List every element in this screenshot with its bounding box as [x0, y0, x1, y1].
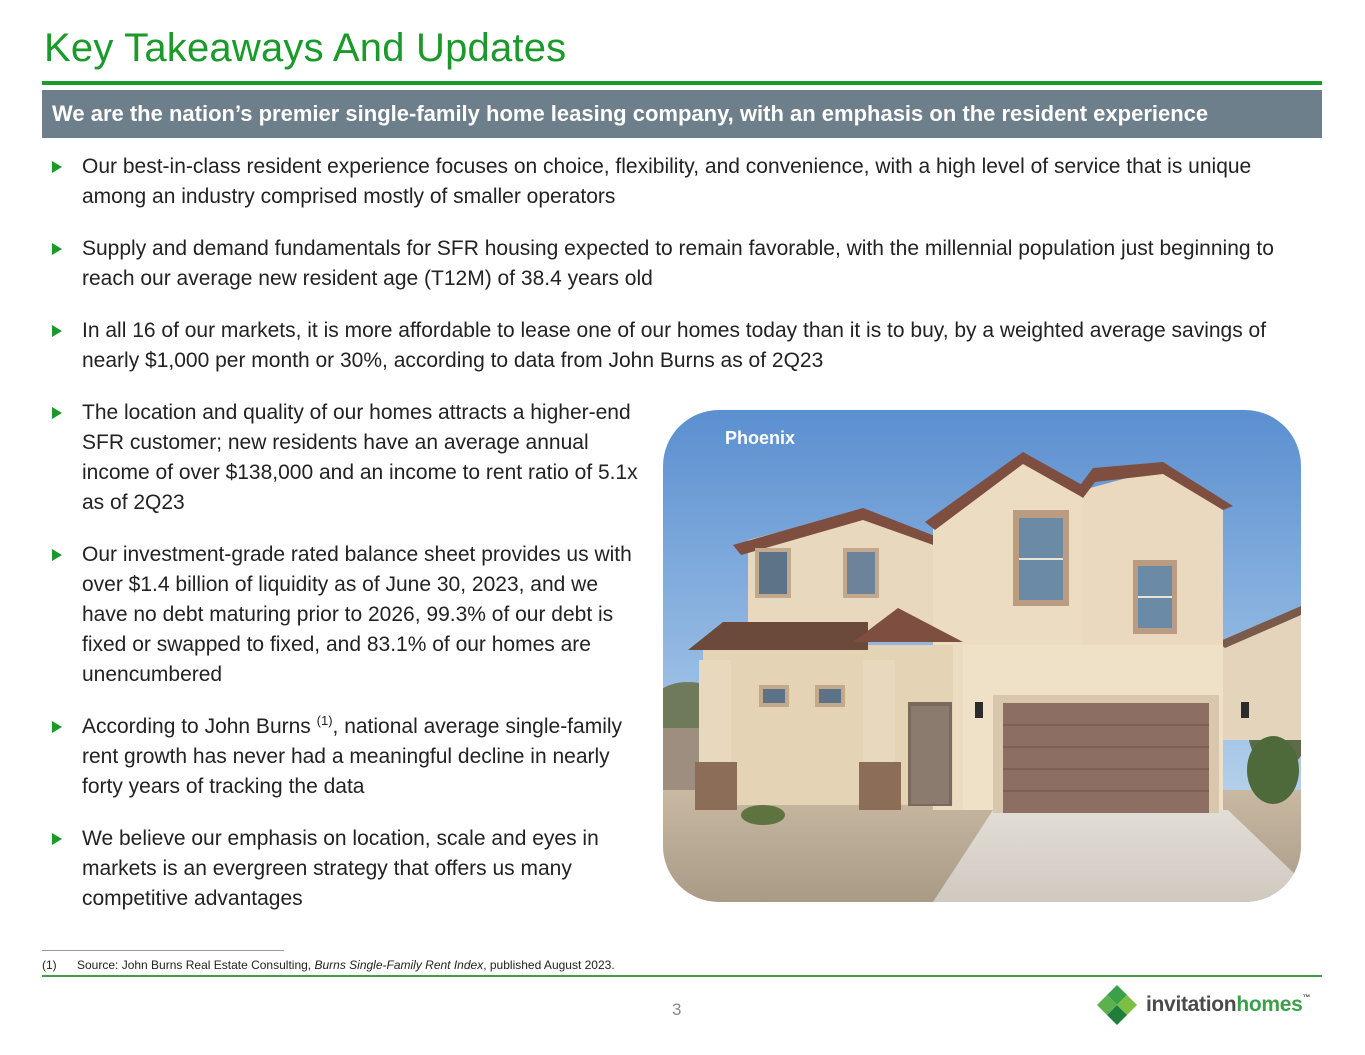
shrub	[1247, 736, 1299, 804]
footnote-number: (1)	[42, 958, 57, 972]
logo-trademark: ™	[1302, 993, 1311, 1002]
window	[759, 552, 787, 594]
headline-banner	[42, 90, 1322, 138]
bullet-text: We believe our emphasis on location, scale and eyes in markets is an evergreen strategy that offers us many competitive advantages	[82, 827, 599, 910]
bullet-arrow-icon	[52, 833, 62, 845]
bullet-balance-sheet	[52, 540, 642, 690]
stone-pillar	[859, 762, 901, 810]
full-width-bullet-list	[52, 152, 1314, 398]
photo-location-label: Phoenix	[725, 428, 796, 448]
bullet-text: Supply and demand fundamentals for SFR housing expected to remain favorable, with the millennial population just beginning to reach our average new resident age (T12M) of 38.4 years old	[82, 237, 1274, 290]
house-illustration	[663, 410, 1301, 902]
footer-divider	[42, 975, 1322, 977]
porch-column	[863, 660, 895, 762]
window	[819, 689, 841, 703]
garage-door	[1003, 703, 1209, 813]
porch-column	[699, 660, 731, 762]
house-photo	[663, 410, 1301, 902]
bullet-text: The location and quality of our homes attracts a higher-end SFR customer; new residents have an average annual income of over $138,000 and an income to rent ratio of 5.1x as of 2Q23	[82, 401, 638, 514]
wall-light	[975, 702, 983, 718]
page-number: 3	[672, 1000, 682, 1019]
bullet-arrow-icon	[52, 549, 62, 561]
logo-word-invitation: invitation	[1146, 993, 1237, 1016]
banner-text: We are the nation’s premier single-family home leasing company, with an emphasis on the resident experience	[52, 101, 1209, 126]
page-title: Key Takeaways And Updates	[44, 26, 567, 70]
bullet-text-end: , national average single-family rent growth has never had a meaningful decline in nearly forty years of tracking the data	[82, 715, 623, 798]
bullet-text: In all 16 of our markets, it is more affordable to lease one of our homes today than it is to buy, by a weighted average savings of nearly $1,000 per month or 30%, according to data from John Burns as of 2Q23	[82, 319, 1267, 372]
logo-word-homes: homes	[1236, 993, 1303, 1016]
bullet-arrow-icon	[52, 721, 62, 733]
bullet-strategy	[52, 824, 642, 914]
bullet-text: Our investment-grade rated balance sheet provides us with over $1.4 billion of liquidity as of June 30, 2023, and we have no debt maturing prior to 2026, 99.3% of our debt is fixed or swapped to fixed, and 83.1% of our homes are unencumbered	[82, 543, 632, 686]
logo-mark-icon	[1096, 984, 1138, 1026]
title-divider	[42, 81, 1322, 85]
footnote-divider	[42, 950, 284, 951]
bullet-arrow-icon	[52, 325, 62, 337]
bullet-location-quality	[52, 398, 642, 518]
footnote-suffix: , published August 2023.	[483, 958, 615, 972]
window	[763, 689, 785, 703]
window	[847, 552, 875, 594]
footnote-reference: (1)	[316, 713, 333, 728]
bullet-arrow-icon	[52, 161, 62, 173]
bullet-text	[82, 712, 642, 802]
bullet-rent-growth	[52, 712, 642, 802]
stone-pillar	[695, 762, 737, 810]
bullet-text-start: According to John Burns	[82, 715, 317, 738]
company-logo	[1096, 984, 1310, 1026]
narrow-bullet-list	[52, 398, 642, 936]
footnote	[42, 958, 615, 972]
shrub	[741, 805, 785, 825]
bullet-affordability	[52, 316, 1314, 376]
bullet-arrow-icon	[52, 407, 62, 419]
bullet-supply-demand	[52, 234, 1314, 294]
front-door-panel	[911, 706, 949, 804]
logo-wordmark	[1146, 993, 1310, 1017]
wall-light	[1241, 702, 1249, 718]
bullet-text: Our best-in-class resident experience focuses on choice, flexibility, and convenience, with a high level of service that is unique among an industry comprised mostly of smaller operators	[82, 155, 1252, 208]
footnote-prefix: Source: John Burns Real Estate Consulting,	[77, 958, 315, 972]
footnote-publication: Burns Single-Family Rent Index	[314, 958, 484, 972]
bullet-resident-experience	[52, 152, 1314, 212]
bullet-arrow-icon	[52, 243, 62, 255]
